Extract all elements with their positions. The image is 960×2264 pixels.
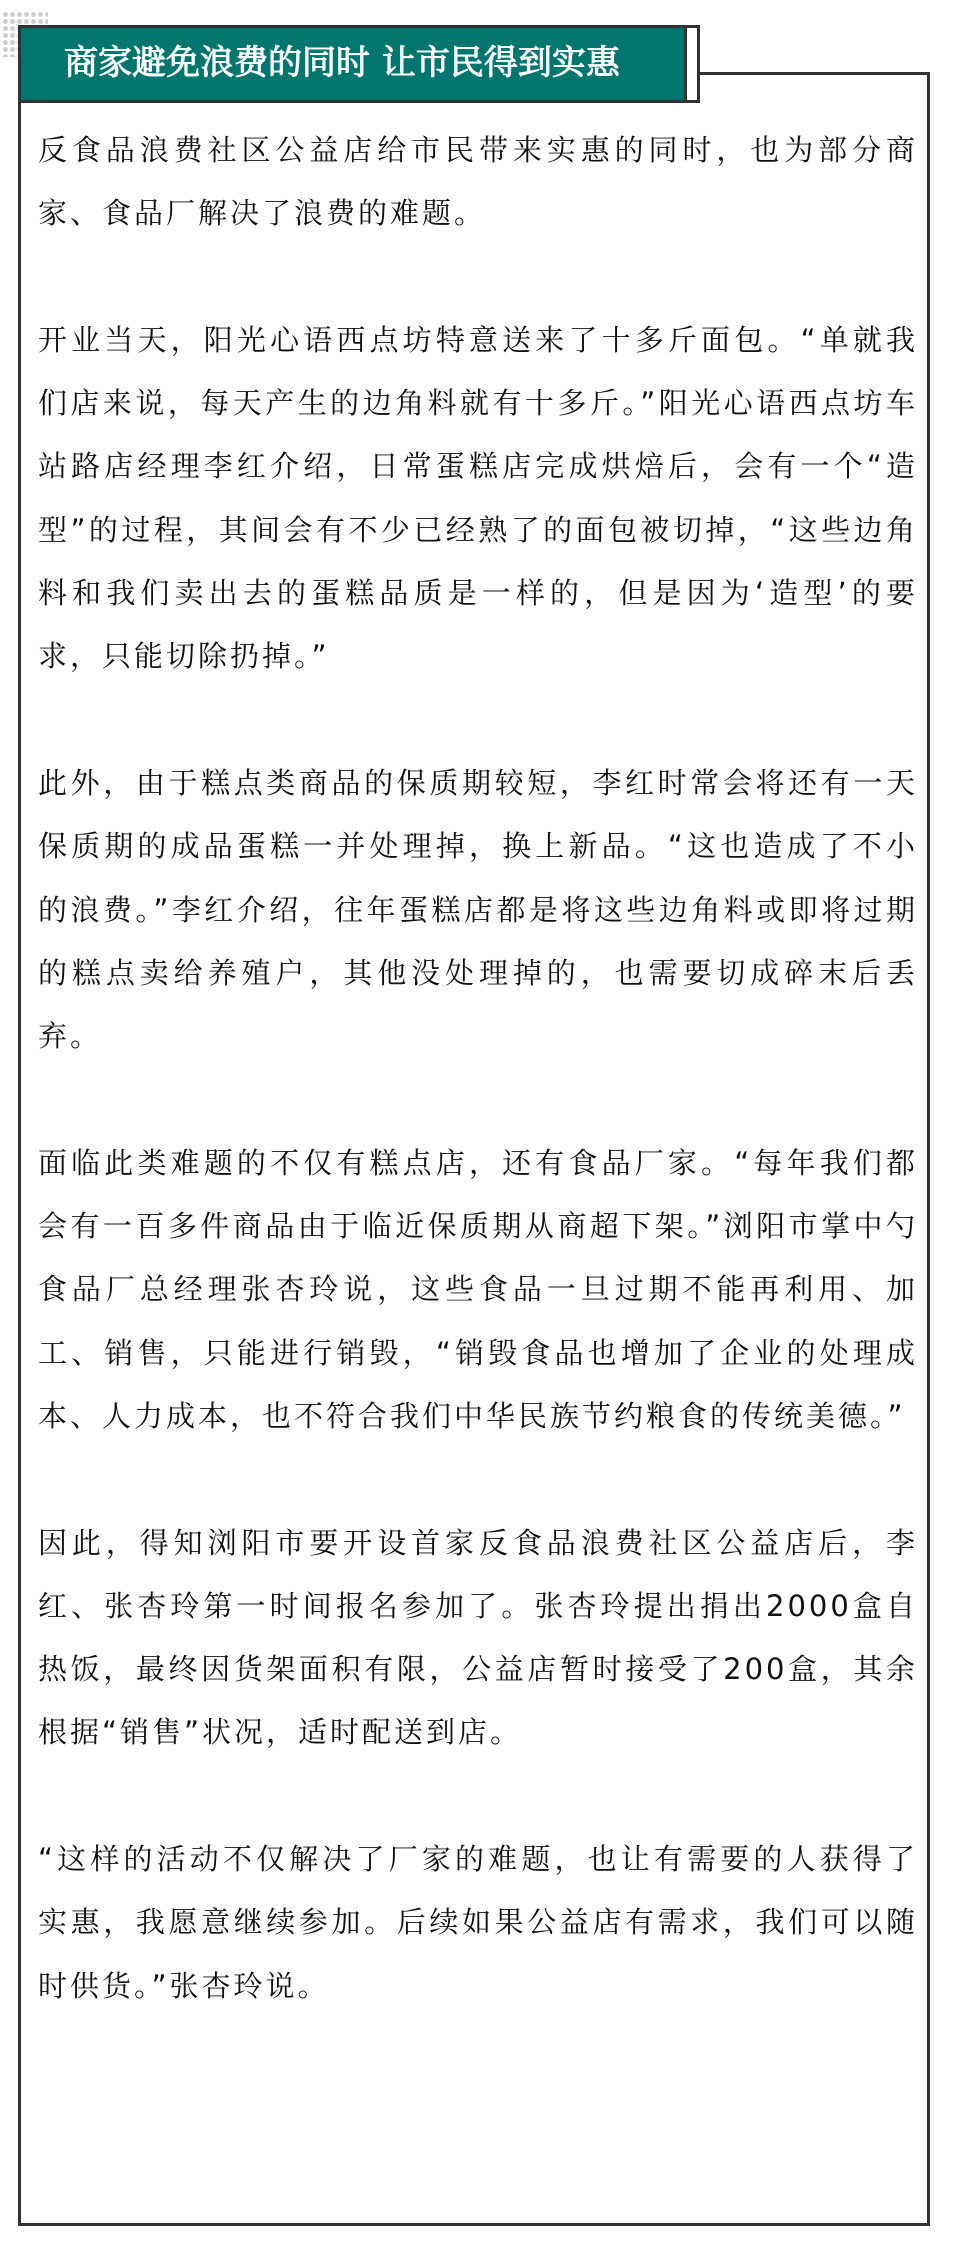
section-header [18,25,700,103]
article-body [38,119,918,2081]
paragraph-quote: “这样的活动不仅解决了厂家的难题，也让有需要的人获得了实惠，我愿意继续参加。后续如果公益店有需求，我们可以随时供货。”张杏玲说。 [38,1842,918,2003]
paragraph-food-factory: 面临此类难题的不仅有糕点店，还有食品厂家。“每年我们都会有一百多件商品由于临近保质期从商超下架。”浏阳市掌中勺食品厂总经理张杏玲说，这些食品一旦过期不能再利用、加工、销售，只能进行销毁，“销毁食品也增加了企业的处理成本、人力成本，也不符合我们中华民族节约粮食的传统美德。” [38,1145,918,1433]
paragraph-intro: 反食品浪费社区公益店给市民带来实惠的同时，也为部分商家、食品厂解决了浪费的难题。 [38,133,918,231]
paragraph-signup: 因此，得知浏阳市要开设首家反食品浪费社区公益店后，李红、张杏玲第一时间报名参加了。张杏玲提出捐出2000盒自热饭，最终因货架面积有限，公益店暂时接受了200盒，其余根据“销售”状况，适时配送到店。 [38,1525,918,1750]
section-title: 商家避免浪费的同时 让市民得到实惠 [64,43,620,83]
paragraph-shelf-life: 此外，由于糕点类商品的保质期较短，李红时常会将还有一天保质期的成品蛋糕一并处理掉，换上新品。“这也造成了不小的浪费。”李红介绍，往年蛋糕店都是将这些边角料或即将过期的糕点卖给养殖户，其他没处理掉的，也需要切成碎末后丢弃。 [38,765,918,1054]
paragraph-bakery: 开业当天，阳光心语西点坊特意送来了十多斤面包。“单就我们店来说，每天产生的边角料就有十多斤。”阳光心语西点坊车站路店经理李红介绍，日常蛋糕店完成烘焙后，会有一个“造型”的过程，其间会有不少已经熟了的面包被切掉，“这些边角料和我们卖出去的蛋糕品质是一样的，但是因为‘造型’的要求，只能切除扔掉。” [38,322,918,674]
